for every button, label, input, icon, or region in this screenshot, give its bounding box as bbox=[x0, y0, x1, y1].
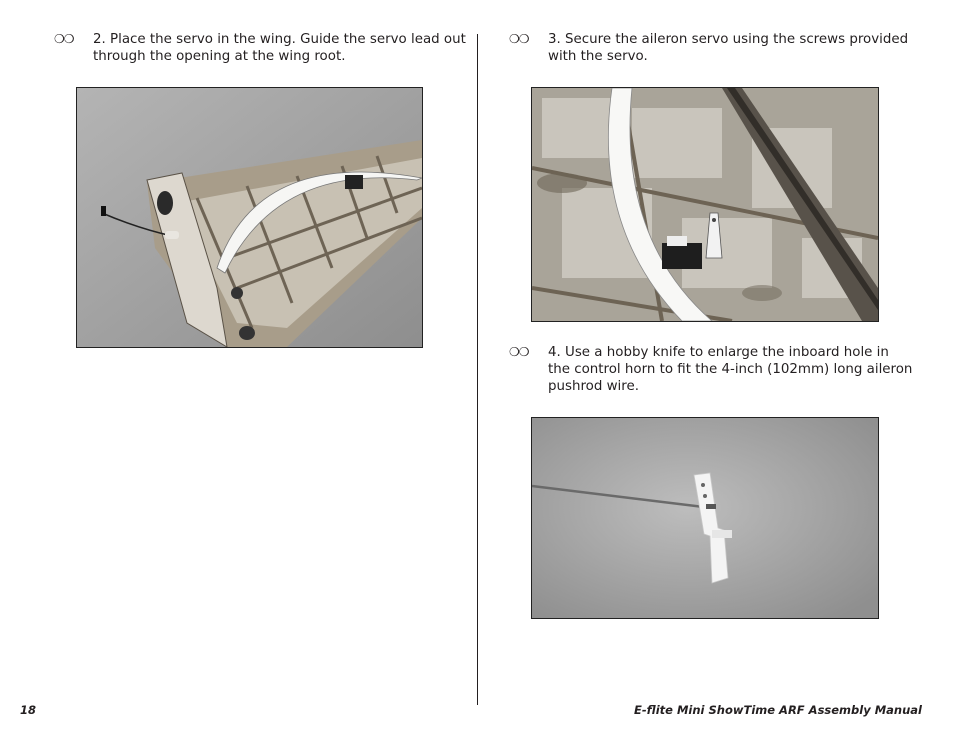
column-divider bbox=[477, 34, 478, 705]
checkbox-icon[interactable]: ❍❍ bbox=[54, 32, 74, 46]
wing-servo-photo bbox=[76, 87, 423, 348]
step-4-line-1: 4. Use a hobby knife to enlarge the inboard hole in bbox=[548, 345, 889, 360]
control-horn-photo bbox=[531, 417, 879, 619]
checkbox-icon[interactable]: ❍❍ bbox=[509, 345, 529, 359]
step-3-line-2: with the servo. bbox=[548, 49, 648, 64]
step-3-line-1: 3. Secure the aileron servo using the screws provided bbox=[548, 32, 909, 47]
aileron-servo-photo bbox=[531, 87, 879, 322]
step-4-line-3: pushrod wire. bbox=[548, 379, 639, 394]
manual-title: E-flite Mini ShowTime ARF Assembly Manual bbox=[634, 703, 922, 717]
step-4-line-2: the control horn to fit the 4-inch (102mm) long aileron bbox=[548, 362, 913, 377]
step-2-line-2: through the opening at the wing root. bbox=[93, 49, 346, 64]
checkbox-icon[interactable]: ❍❍ bbox=[509, 32, 529, 46]
step-2-line-1: 2. Place the servo in the wing. Guide the servo lead out bbox=[93, 32, 466, 47]
page-number: 18 bbox=[20, 703, 37, 717]
